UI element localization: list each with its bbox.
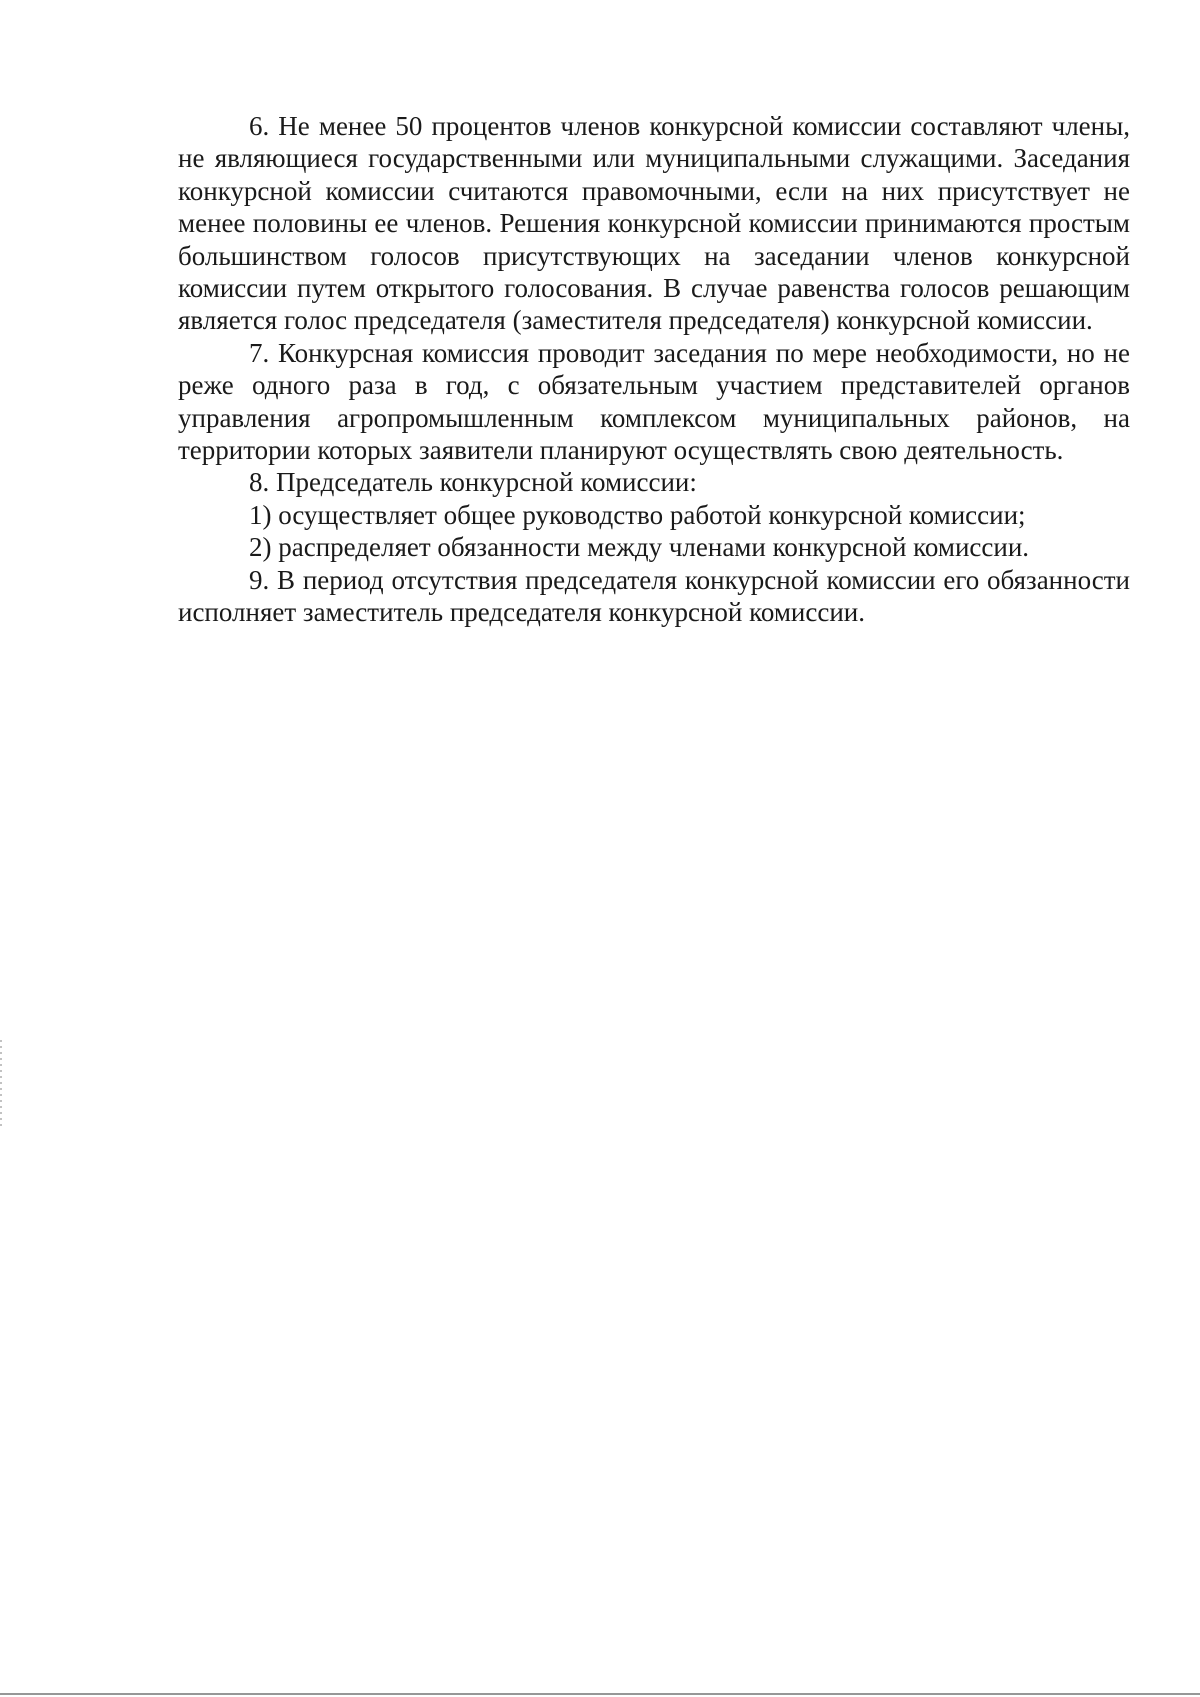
paragraph-7: 7. Конкурсная комиссия проводит заседания по мере необходимости, но не реже одного раза в год, с обязательным участием представителей органов управления агропромышленным комплексом муниципальных районов, на территории которых заявители планируют осуществлять свою деятельность. [178,337,1130,466]
paragraph-8-item-1: 1) осуществляет общее руководство работой конкурсной комиссии; [249,499,1026,530]
paragraph-8: 8. Председатель конкурсной комиссии: [249,467,697,498]
scan-edge-left [0,1040,2,1130]
paragraph-8-item-2: 2) распределяет обязанности между членами конкурсной комиссии. [249,532,1030,563]
document-body [178,110,1130,629]
paragraph-6: 6. Не менее 50 процентов членов конкурсной комиссии составляют члены, не являющиеся государственными или муниципальными служащими. Заседания конкурсной комиссии считаются правомочными, если на них присутствует не менее половины ее членов. Решения конкурсной комиссии принимаются простым большинством голосов присутствующих на заседании членов конкурсной комиссии путем открытого голосования. В случае равенства голосов решающим является голос председателя (заместителя председателя) конкурсной комиссии. [178,111,1130,336]
paragraph-9: 9. В период отсутствия председателя конкурсной комиссии его обязанности исполняет заместитель председателя конкурсной комиссии. [178,564,1130,628]
scan-edge-bottom [0,1693,1200,1695]
